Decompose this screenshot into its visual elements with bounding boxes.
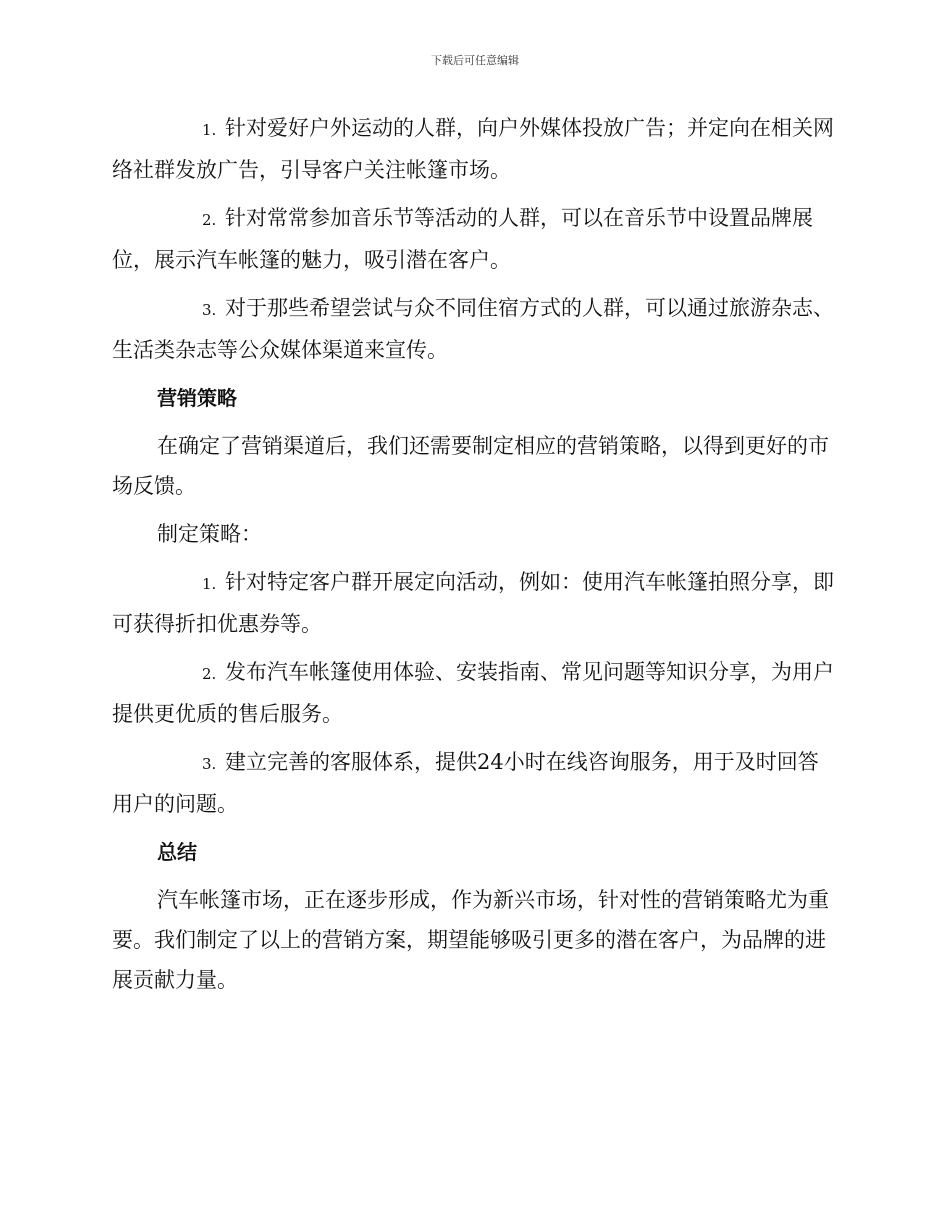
item-text: 针对爱好户外运动的人群，向户外媒体投放广告；并定向在相关网络社群发放广告，引导客户关注帐篷市场。: [112, 116, 834, 182]
item-number: 3.: [202, 301, 217, 319]
item-number: 2.: [202, 665, 217, 683]
document-body: [112, 108, 836, 1008]
strategy-intro: 在确定了营销渠道后，我们还需要制定相应的营销策略，以得到更好的市场反馈。: [112, 434, 829, 498]
item-number: 1.: [202, 575, 217, 593]
strategy-sub-label: 制定策略：: [157, 522, 262, 546]
strategy-item-2: [112, 652, 836, 734]
item-text: 针对常常参加音乐节等活动的人群，可以在音乐节中设置品牌展位，展示汽车帐篷的魅力，吸引潜在客户。: [112, 206, 813, 272]
audience-item-2: [112, 198, 836, 280]
audience-item-1: [112, 108, 836, 190]
strategy-item-3: [112, 742, 836, 824]
section-heading-summary: 总结: [157, 840, 197, 864]
item-number: 1.: [202, 121, 217, 139]
summary-text: 汽车帐篷市场，正在逐步形成，作为新兴市场，针对性的营销策略尤为重要。我们制定了以上的营销方案，期望能够吸引更多的潜在客户，为品牌的进展贡献力量。: [112, 888, 829, 992]
item-text: 对于那些希望尝试与众不同住宿方式的人群，可以通过旅游杂志、生活类杂志等公众媒体渠道来宣传。: [112, 296, 834, 362]
page-header-note: 下载后可任意编辑: [431, 54, 519, 67]
item-number: 3.: [202, 755, 217, 773]
item-number: 2.: [202, 211, 217, 229]
section-heading-strategy: 营销策略: [157, 386, 237, 410]
audience-item-3: [112, 288, 836, 370]
item-text: 建立完善的客服体系，提供24小时在线咨询服务，用于及时回答用户的问题。: [112, 750, 819, 816]
item-text: 发布汽车帐篷使用体验、安装指南、常见问题等知识分享，为用户提供更优质的售后服务。: [112, 660, 834, 726]
strategy-item-1: [112, 562, 836, 644]
item-text: 针对特定客户群开展定向活动，例如：使用汽车帐篷拍照分享，即可获得折扣优惠券等。: [112, 570, 834, 636]
